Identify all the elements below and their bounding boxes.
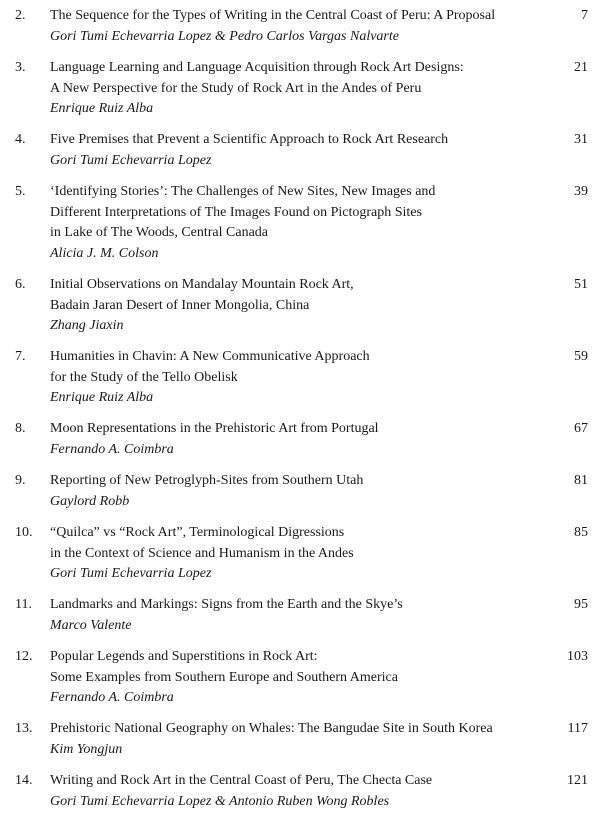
entry-title: Badain Jaran Desert of Inner Mongolia, China <box>50 297 310 313</box>
entry-page-number: 121 <box>567 773 588 788</box>
entry-title: Five Premises that Prevent a Scientific Approach to Rock Art Research <box>50 132 449 147</box>
entry-body <box>50 58 540 120</box>
entry-body <box>50 130 540 171</box>
entry-number: 11. <box>15 597 32 612</box>
entry-title: Writing and Rock Art in the Central Coast of Peru, The Checta Case <box>50 773 433 788</box>
entry-number: 9. <box>15 473 26 488</box>
entry-page-number: 81 <box>574 473 588 488</box>
entry-title: Humanities in Chavin: A New Communicative Approach <box>50 349 370 364</box>
toc-entry-10 <box>0 523 600 595</box>
toc-entry-11 <box>0 595 600 647</box>
entry-body <box>50 471 540 512</box>
toc-entry-4 <box>0 130 600 182</box>
entry-page-number: 39 <box>574 184 588 199</box>
toc-entry-6 <box>0 275 600 347</box>
toc-entry-8 <box>0 419 600 471</box>
entry-body <box>50 719 540 760</box>
entry-page-number: 59 <box>574 349 588 364</box>
entry-title: Landmarks and Markings: Signs from the Earth and the Skye’s <box>50 597 403 612</box>
toc-entry-2 <box>0 6 600 58</box>
entry-title: Reporting of New Petroglyph-Sites from Southern Utah <box>50 473 364 488</box>
entry-author: Fernando A. Coimbra <box>50 441 174 457</box>
entry-number: 8. <box>15 421 26 436</box>
entry-author: Fernando A. Coimbra <box>50 690 174 705</box>
entry-author: Gori Tumi Echevarria Lopez <box>50 152 212 168</box>
entry-title: Different Interpretations of The Images Found on Pictograph Sites <box>50 204 422 220</box>
entry-title: Initial Observations on Mandalay Mountain Rock Art, <box>50 277 354 292</box>
entry-title: for the Study of the Tello Obelisk <box>50 369 238 385</box>
entry-title: Language Learning and Language Acquisition through Rock Art Designs: <box>50 60 464 75</box>
entry-body <box>50 275 540 337</box>
entry-page-number: 85 <box>574 525 588 540</box>
entry-body <box>50 6 540 47</box>
entry-number: 13. <box>15 721 33 736</box>
entry-author: Gori Tumi Echevarria Lopez & Pedro Carlos Vargas Nalvarte <box>50 28 399 44</box>
entry-author: Marco Valente <box>50 617 132 633</box>
entry-title: in Lake of The Woods, Central Canada <box>50 225 269 240</box>
entry-page-number: 67 <box>574 421 588 436</box>
toc-entry-14 <box>0 771 600 823</box>
entry-title: Prehistoric National Geography on Whales: The Bangudae Site in South Korea <box>50 721 493 736</box>
entry-number: 12. <box>15 649 33 664</box>
entry-body <box>50 771 540 812</box>
entry-author: Enrique Ruiz Alba <box>50 101 154 116</box>
entry-page-number: 31 <box>574 132 588 147</box>
entry-number: 4. <box>15 132 26 147</box>
entry-page-number: 51 <box>574 277 588 292</box>
entry-author: Alicia J. M. Colson <box>50 245 159 261</box>
entry-page-number: 103 <box>567 649 588 664</box>
toc-entry-9 <box>0 471 600 523</box>
entry-page-number: 95 <box>574 597 588 612</box>
entry-number: 10. <box>15 525 33 540</box>
entry-author: Enrique Ruiz Alba <box>50 390 154 405</box>
toc-entry-3 <box>0 58 600 130</box>
entry-body <box>50 347 540 409</box>
entry-number: 5. <box>15 184 26 199</box>
toc-entry-5 <box>0 182 600 275</box>
entry-page-number: 21 <box>574 60 588 75</box>
entry-title: Popular Legends and Superstitions in Rock Art: <box>50 649 318 664</box>
entry-number: 3. <box>15 60 26 75</box>
entry-number: 14. <box>15 773 33 788</box>
entry-title: Some Examples from Southern Europe and Southern America <box>50 669 398 685</box>
entry-author: Gori Tumi Echevarria Lopez <box>50 566 212 581</box>
entry-title: “Quilca” vs “Rock Art”, Terminological Digressions <box>50 525 345 540</box>
entry-number: 6. <box>15 277 26 292</box>
entry-title: The Sequence for the Types of Writing in the Central Coast of Peru: A Proposal <box>50 8 496 23</box>
entry-title: A New Perspective for the Study of Rock Art in the Andes of Peru <box>50 80 422 96</box>
toc-entry-7 <box>0 347 600 419</box>
entry-title: Moon Representations in the Prehistoric Art from Portugal <box>50 421 379 436</box>
entry-body <box>50 419 540 460</box>
entry-author: Gaylord Robb <box>50 493 130 509</box>
entry-title: ‘Identifying Stories’: The Challenges of New Sites, New Images and <box>50 184 436 199</box>
toc-entry-12 <box>0 647 600 719</box>
entry-number: 7. <box>15 349 26 364</box>
entry-author: Gori Tumi Echevarria Lopez & Antonio Ruben Wong Robles <box>50 793 390 809</box>
entry-title: in the Context of Science and Humanism in the Andes <box>50 545 354 561</box>
entry-page-number: 7 <box>581 8 588 23</box>
toc-entry-13 <box>0 719 600 771</box>
entry-body <box>50 595 540 636</box>
entry-body <box>50 182 540 264</box>
entry-page-number: 117 <box>567 721 588 736</box>
entry-body <box>50 647 540 709</box>
entry-number: 2. <box>15 8 26 23</box>
entry-author: Kim Yongjun <box>50 741 123 757</box>
entry-author: Zhang Jiaxin <box>50 318 124 333</box>
entry-body <box>50 523 540 585</box>
table-of-contents <box>0 6 600 823</box>
